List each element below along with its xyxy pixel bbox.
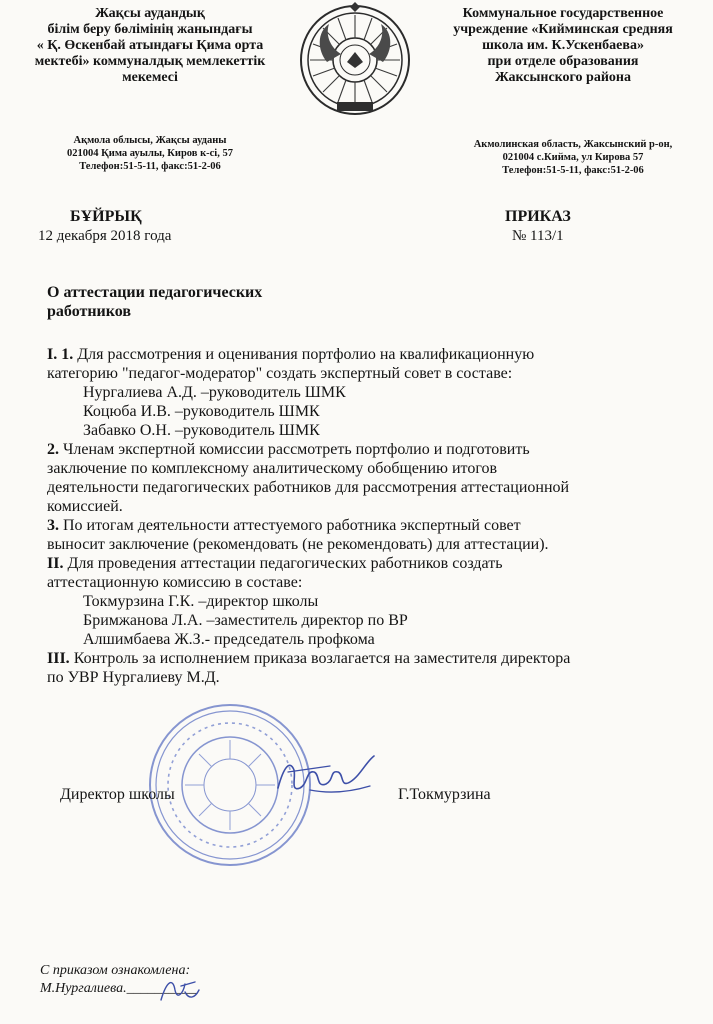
acknowledger-signature-icon	[155, 970, 205, 1010]
paragraph-text: деятельности педагогических работников для рассмотрения аттестационной	[47, 479, 570, 496]
kazakh-header-line: Жақсы аудандық	[95, 6, 205, 21]
paragraph-number: I. 1.	[47, 346, 74, 363]
kazakh-address-line: Ақмола облысы, Жақсы ауданы	[73, 135, 227, 146]
paragraph-text: Контроль за исполнением приказа возлагается на заместителя директора	[69, 650, 571, 667]
paragraph-text: Для рассмотрения и оценивания портфолио на квалификационную	[73, 346, 535, 363]
kazakh-address	[0, 134, 300, 173]
paragraph-3	[47, 516, 712, 535]
paragraph-II	[47, 554, 712, 573]
russian-header-line: Коммунальное государственное	[462, 6, 664, 21]
order-kz-label: БҰЙРЫҚ	[70, 208, 142, 225]
paragraph-number: 2.	[47, 441, 59, 458]
commission-member: Бримжанова Л.А. –заместитель директор по ВР	[83, 612, 408, 629]
acknowledger-name: М.Нургалиева.	[40, 981, 127, 996]
russian-header-line: Жаксынского района	[495, 70, 631, 85]
acknowledgement-line: С приказом ознакомлена:	[40, 963, 191, 978]
russian-header-line: школа им. К.Ускенбаева»	[482, 38, 644, 53]
order-number: № 113/1	[512, 228, 564, 244]
paragraph-1	[47, 345, 712, 364]
paragraph-number: III.	[47, 650, 70, 667]
kazakh-header-line: мектебі» коммуналдық мемлекеттік	[34, 54, 266, 69]
council-member: Коцюба И.В. –руководитель ШМК	[83, 403, 320, 420]
russian-address-line: 021004 с.Кийма, ул Кирова 57	[502, 152, 644, 163]
commission-member: Токмурзина Г.К. –директор школы	[83, 593, 319, 610]
kazakh-header-line: « Қ. Өскенбай атындағы Қима орта	[36, 38, 264, 53]
order-ru-label: ПРИКАЗ	[505, 208, 571, 225]
paragraph-number: II.	[47, 555, 64, 572]
signature-name: Г.Токмурзина	[398, 786, 491, 803]
signature-underline: __________	[126, 981, 197, 996]
subject-line: работников	[47, 303, 132, 320]
paragraph-text: По итогам деятельности аттестуемого работника экспертный совет	[59, 517, 521, 534]
russian-address	[433, 138, 713, 177]
kazakh-header-line: білім беру бөлімінің жанындағы	[47, 22, 253, 37]
kazakh-address-line: Телефон:51-5-11, факс:51-2-06	[79, 161, 221, 172]
paragraph-III	[47, 649, 712, 668]
state-emblem-icon	[295, 2, 415, 120]
order-date: 12 декабря 2018 года	[38, 228, 172, 244]
paragraph-text: выносит заключение (рекомендовать (не рекомендовать) для аттестации).	[47, 536, 549, 553]
paragraph-number: 3.	[47, 517, 59, 534]
paragraph-text: по УВР Нургалиеву М.Д.	[47, 669, 220, 686]
russian-header-line: учреждение «Кийминская средняя	[453, 22, 673, 37]
kazakh-header-line: мекемесі	[122, 70, 178, 85]
signature-position: Директор школы	[60, 786, 175, 803]
director-signature-icon	[270, 748, 390, 808]
council-member: Забавко О.Н. –руководитель ШМК	[83, 422, 320, 439]
commission-member: Алшимбаева Ж.З.- председатель профкома	[83, 631, 375, 648]
kazakh-address-line: 021004 Қима ауылы, Киров к-сі, 57	[67, 148, 233, 159]
order-body	[47, 345, 712, 687]
council-member: Нургалиева А.Д. –руководитель ШМК	[83, 384, 346, 401]
paragraph-text: комиссией.	[47, 498, 123, 515]
paragraph-text: Для проведения аттестации педагогических работников создать	[63, 555, 503, 572]
paragraph-text: заключение по комплексному аналитическому обобщению итогов	[47, 460, 498, 477]
russian-address-line: Телефон:51-5-11, факс:51-2-06	[502, 165, 644, 176]
paragraph-text: Членам экспертной комиссии рассмотреть портфолио и подготовить	[59, 441, 530, 458]
order-subject	[47, 283, 262, 321]
paragraph-text: категорию "педагог-модератор" создать экспертный совет в составе:	[47, 365, 513, 382]
russian-header-line: при отделе образования	[487, 54, 639, 69]
kazakh-header	[0, 6, 300, 86]
paragraph-2	[47, 440, 712, 459]
paragraph-text: аттестационную комиссию в составе:	[47, 574, 303, 591]
russian-header	[413, 6, 713, 86]
subject-line: О аттестации педагогических	[47, 284, 263, 301]
russian-address-line: Акмолинская область, Жаксынский р-он,	[473, 139, 673, 150]
